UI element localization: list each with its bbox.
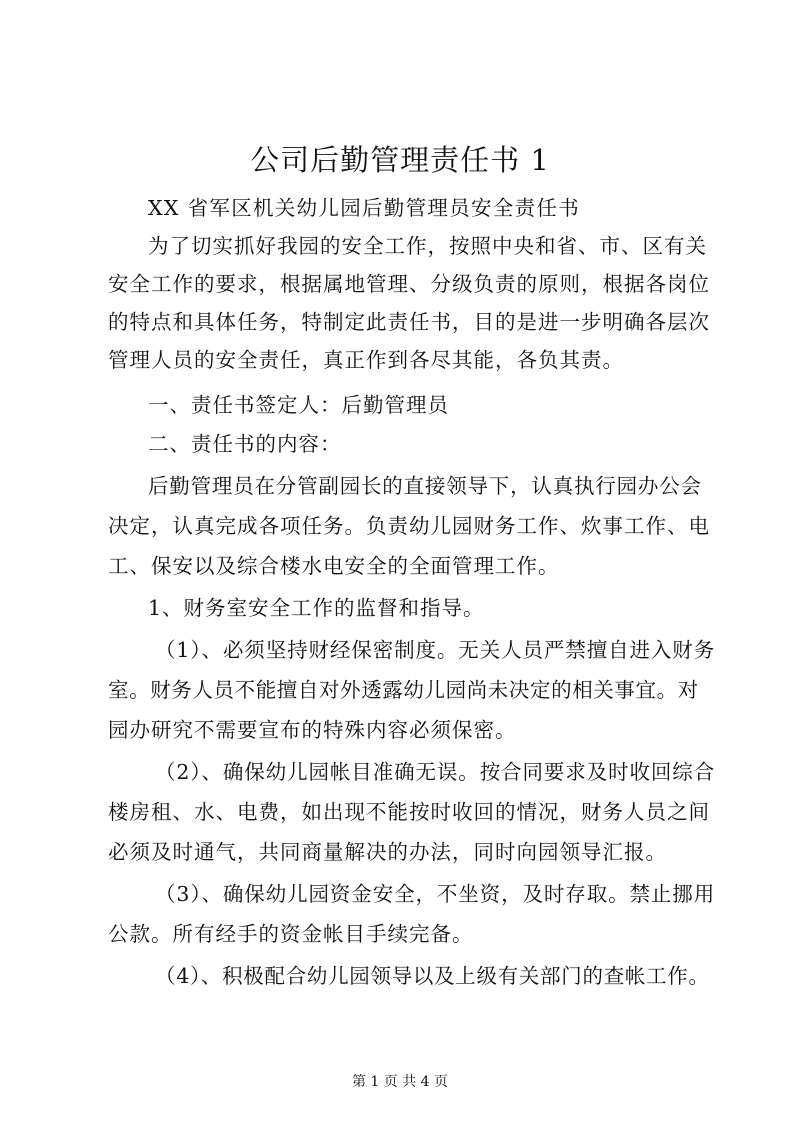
paragraph-line: （3）、确保幼儿园资金安全，不坐资，及时存取。禁止挪用 [155, 882, 716, 906]
paragraph-line: 室。财务人员不能擅自对外透露幼儿园尚未决定的相关事宜。对 [108, 678, 699, 702]
paragraph-line: 园办研究不需要宣布的特殊内容必须保密。 [108, 718, 517, 742]
paragraph-line: 公款。所有经手的资金帐目手续完备。 [108, 922, 474, 946]
paragraph-line: 1、财务室安全工作的监督和指导。 [148, 596, 485, 620]
paragraph-line: 管理人员的安全责任，真正作到各尽其能，各负其责。 [108, 348, 624, 372]
page-number-footer: 第 1 页 共 4 页 [351, 1074, 449, 1090]
paragraph-line: （2）、确保幼儿园帐目准确无误。按合同要求及时收回综合 [155, 760, 716, 784]
paragraph-line: 工、保安以及综合楼水电安全的全面管理工作。 [108, 554, 560, 578]
paragraph-line: 二、责任书的内容： [148, 432, 342, 456]
paragraph-line: （4）、积极配合幼儿园领导以及上级有关部门的查帐工作。 [155, 964, 710, 988]
paragraph-line: 必须及时通气，共同商量解决的办法，同时向园领导汇报。 [108, 840, 667, 864]
subtitle-line: XX 省军区机关幼儿园后勤管理员安全责任书 [148, 196, 581, 220]
paragraph-line: （1）、必须坚持财经保密制度。无关人员严禁擅自进入财务 [155, 638, 716, 662]
paragraph-line: 的特点和具体任务，特制定此责任书，目的是进一步明确各层次 [108, 310, 710, 334]
paragraph-line: 为了切实抓好我园的安全工作，按照中央和省、市、区有关 [148, 234, 707, 258]
paragraph-line: 后勤管理员在分管副园长的直接领导下，认真执行园办公会 [148, 474, 702, 498]
paragraph-line: 一、责任书签定人：后勤管理员 [148, 393, 449, 417]
paragraph-line: 决定，认真完成各项任务。负责幼儿园财务工作、炊事工作、电 [108, 514, 710, 538]
paragraph-line: 安全工作的要求，根据属地管理、分级负责的原则，根据各岗位 [108, 272, 710, 296]
paragraph-line: 楼房租、水、电费，如出现不能按时收回的情况，财务人员之间 [108, 800, 710, 824]
document-title: 公司后勤管理责任书 1 [250, 143, 550, 177]
